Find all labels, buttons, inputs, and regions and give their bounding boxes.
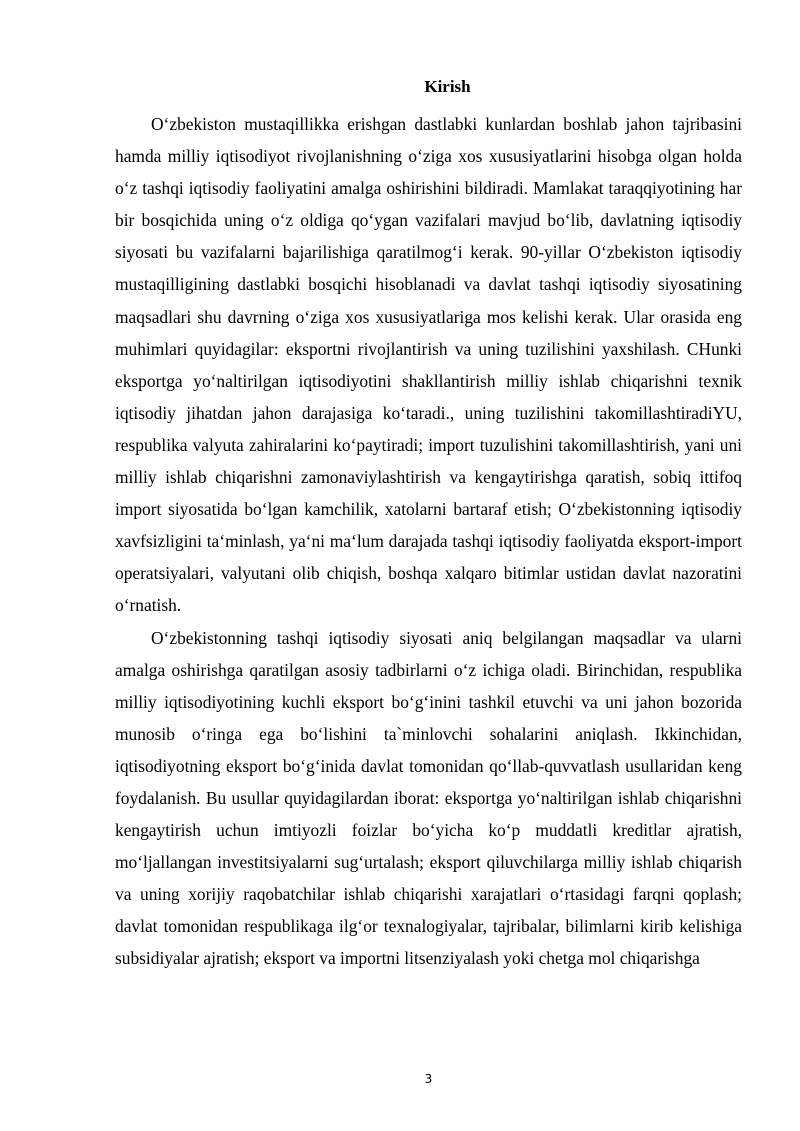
- paragraph-1: O‘zbekiston mustaqillikka erishgan dastlabki kunlardan boshlab jahon tajribasini hamda milliy iqtisodiyot rivojlanishning o‘ziga xos xususiyatlarini hisobga olgan holda o‘z tashqi iqtisodiy faoliyatini amalga oshirishini bildiradi. Mamlakat taraqqiyotining har bir bosqichida uning o‘z oldiga qo‘ygan vazifalari mavjud bo‘lib, davlatning iqtisodiy siyosati bu vazifalarni bajarilishiga qaratilmog‘i kerak. 90-yillar O‘zbekiston iqtisodiy mustaqilligining dastlabki bosqichi hisoblanadi va davlat tashqi iqtisodiy siyosatining maqsadlari shu davrning o‘ziga xos xususiyatlariga mos kelishi kerak. Ular orasida eng muhimlari quyidagilar: eksportni rivojlantirish va uning tuzilishini yaxshilash. CHunki eksportga yo‘naltirilgan iqtisodiyotini shakllantirish milliy ishlab chiqarishni texnik iqtisodiy jihatdan jahon darajasiga ko‘taradi., uning tuzilishini takomillashtiradiYU, respublika valyuta zahiralarini ko‘paytiradi; import tuzulishini takomillashtirish, yani uni milliy ishlab chiqarishni zamonaviylashtirish va kengaytirishga qaratish, sobiq ittifoq import siyosatida bo‘lgan kamchilik, xatolarni bartaraf etish; O‘zbekistonning iqtisodiy xavfsizligini ta‘minlash, ya‘ni ma‘lum darajada tashqi iqtisodiy faoliyatda eksport-import operatsiyalari, valyutani olib chiqish, boshqa xalqaro bitimlar ustidan davlat nazoratini o‘rnatish.: [115, 114, 742, 616]
- paragraph-2: O‘zbekistonning tashqi iqtisodiy siyosati aniq belgilangan maqsadlar va ularni amalga oshirishga qaratilgan asosiy tadbirlarni o‘z ichiga oladi. Birinchidan, respublika milliy iqtisodiyotining kuchli eksport bo‘g‘inini tashkil etuvchi va uni jahon bozorida munosib o‘ringa ega bo‘lishini ta`minlovchi sohalarini aniqlash. Ikkinchidan, iqtisodiyotning eksport bo‘g‘inida davlat tomonidan qo‘llab-quvvatlash usullaridan keng foydalanish. Bu usullar quyidagilardan iborat: eksportga yo‘naltirilgan ishlab chiqarishni kengaytirish uchun imtiyozli foizlar bo‘yicha ko‘p muddatli kreditlar ajratish, mo‘ljallangan investitsiyalarni sug‘urtalash; eksport qiluvchilarga milliy ishlab chiqarish va uning xorijiy raqobatchilar ishlab chiqarishi xarajatlari o‘rtasidagi farqni qoplash; davlat tomonidan respublikaga ilg‘or texnalogiyalar, tajribalar, bilimlarni kirib kelishiga subsidiyalar ajratish; eksport va importni litsenziyalash yoki chetga mol chiqarishga: [115, 627, 742, 969]
- page-number: 3: [424, 1072, 433, 1086]
- document-body: [115, 108, 742, 975]
- section-title: Kirish: [424, 77, 471, 96]
